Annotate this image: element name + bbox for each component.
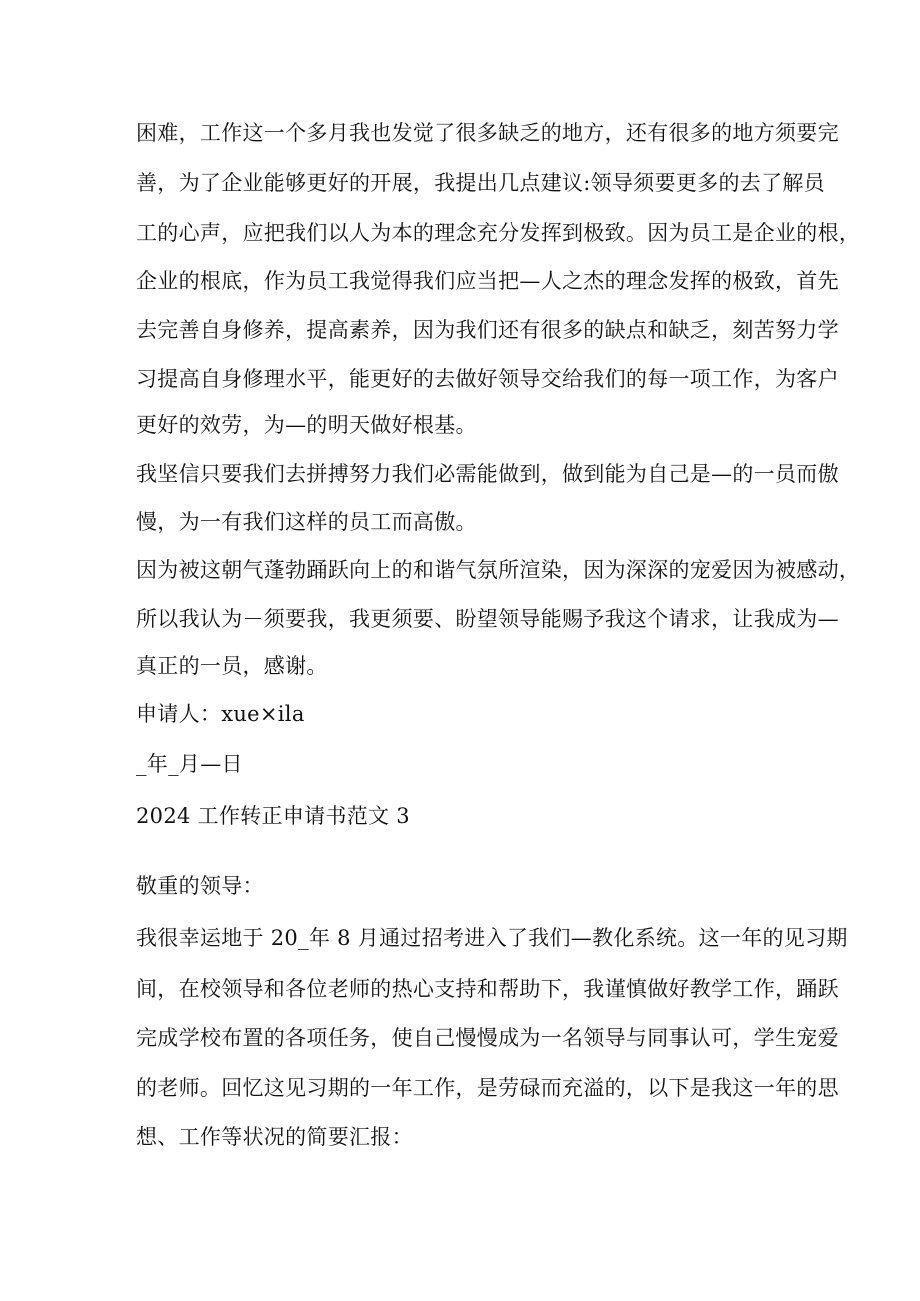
salutation: 敬重的领导： xyxy=(136,874,264,898)
paragraph-line: 真正的一员，感谢。 xyxy=(136,654,328,678)
paragraph-line: 间，在校领导和各位老师的热心支持和帮助下，我谨慎做好教学工作，踊跃 xyxy=(136,977,839,1001)
paragraph-line: 工的心声，应把我们以人为本的理念充分发挥到极致。因为员工是企业的根， xyxy=(136,221,861,245)
paragraph-line: 的老师。回忆这见习期的一年工作，是劳碌而充溢的，以下是我这一年的思 xyxy=(136,1076,839,1100)
paragraph-line: 企业的根底，作为员工我觉得我们应当把—人之杰的理念发挥的极致，首先 xyxy=(136,269,839,293)
paragraph-line: 更好的效劳，为—的明天做好根基。 xyxy=(136,413,477,437)
paragraph-line: 习提高自身修理水平，能更好的去做好领导交给我们的每一项工作，为客户 xyxy=(136,367,839,391)
applicant-line: 申请人：xue×ila xyxy=(136,702,305,726)
paragraph-line: 我很幸运地于 20_年 8 月通过招考进入了我们—教化系统。这一年的见习期 xyxy=(136,926,848,950)
paragraph-line: 因为被这朝气蓬勃踊跃向上的和谐气氛所渲染，因为深深的宠爱因为被感动， xyxy=(136,558,861,582)
paragraph-line: 所以我认为－须要我，我更须要、盼望领导能赐予我这个请求，让我成为— xyxy=(136,607,839,631)
paragraph-line: 去完善自身修养，提高素养，因为我们还有很多的缺点和缺乏，刻苦努力学 xyxy=(136,318,839,342)
paragraph-line: 完成学校布置的各项任务，使自己慢慢成为一名领导与同事认可，学生宠爱 xyxy=(136,1026,839,1050)
paragraph-line: 想、工作等状况的简要汇报： xyxy=(136,1125,413,1149)
paragraph-line: 善，为了企业能够更好的开展，我提出几点建议:领导须要更多的去了解员 xyxy=(136,171,825,195)
section-title: 2024 工作转正申请书范文 3 xyxy=(136,804,410,828)
paragraph-line: 慢，为一有我们这样的员工而高傲。 xyxy=(136,510,477,534)
paragraph-line: 困难，工作这一个多月我也发觉了很多缺乏的地方，还有很多的地方须要完 xyxy=(136,121,839,145)
paragraph-line: 我坚信只要我们去拼搏努力我们必需能做到，做到能为自己是—的一员而傲 xyxy=(136,462,839,486)
date-line: _年_月—日 xyxy=(136,752,243,776)
